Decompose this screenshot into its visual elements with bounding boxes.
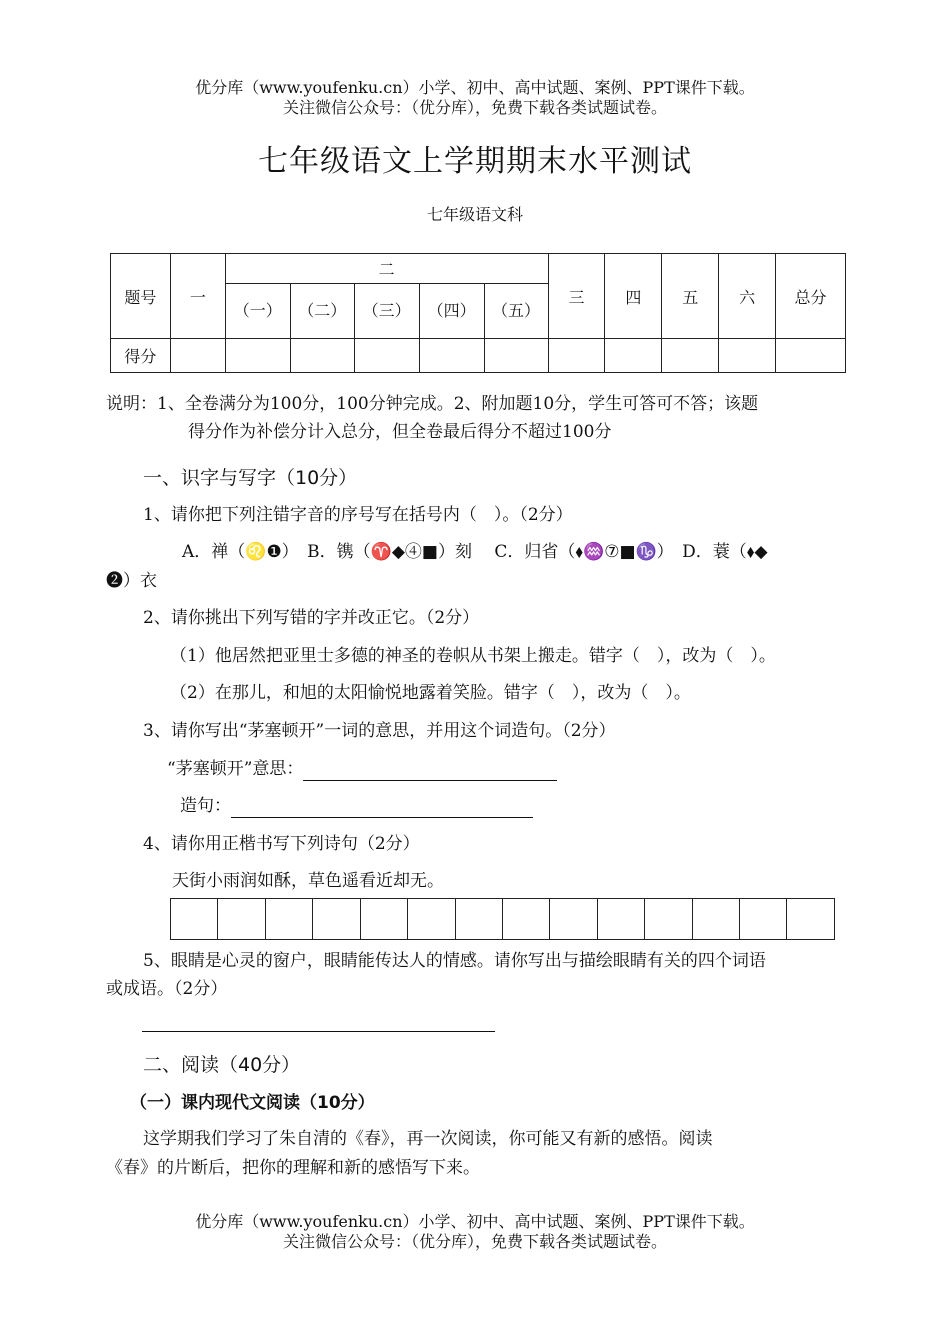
score-header-col1: 一 (170, 254, 225, 339)
writing-grid (170, 898, 835, 940)
q1-text: 1、请你把下列注错字音的序号写在括号内（ ）。（2分） (143, 505, 573, 525)
writing-grid-cell[interactable] (171, 899, 218, 939)
writing-grid-cell[interactable] (266, 899, 313, 939)
writing-grid-cell[interactable] (645, 899, 692, 939)
score-table (110, 253, 846, 373)
q3-sentence-row (180, 794, 533, 818)
instructions-line-1: 说明：1、全卷满分为100分，100分钟完成。2、附加题10分，学生可答可不答；该题 (106, 394, 759, 414)
writing-grid-cell[interactable] (598, 899, 645, 939)
writing-grid-cell[interactable] (218, 899, 265, 939)
writing-grid-cell[interactable] (740, 899, 787, 939)
score-cell[interactable] (605, 339, 662, 373)
score-header-col3: 三 (548, 254, 605, 339)
q2-text: 2、请你挑出下列写错的字并改正它。（2分） (143, 608, 480, 628)
q5-line-2: 或成语。（2分） (106, 979, 228, 999)
q1-options-cont: ❷）衣 (106, 571, 157, 591)
writing-grid-cell[interactable] (550, 899, 597, 939)
section2-heading: 二、阅读（40分） (143, 1054, 301, 1076)
writing-grid-cell[interactable] (408, 899, 455, 939)
score-cell[interactable] (719, 339, 776, 373)
writing-grid-cell[interactable] (503, 899, 550, 939)
header-line-2: 关注微信公众号：（优分库），免费下载各类试题试卷。 (282, 98, 667, 117)
q1-options: A．禅（♌❶） B．镌（♈◆④■）刻 C．归省（⬧♒⑦■♑） D．蓑（⬧◆ (182, 542, 768, 562)
q3-text: 3、请你写出“茅塞顿开”一词的意思，并用这个词造句。（2分） (143, 721, 616, 741)
score-header-sub3: （三） (354, 284, 419, 339)
q3-meaning-label: “茅塞顿开”意思： (167, 759, 304, 779)
score-cell[interactable] (170, 339, 225, 373)
score-cell[interactable] (419, 339, 484, 373)
score-header-sub2: （二） (290, 284, 354, 339)
writing-grid-cell[interactable] (313, 899, 360, 939)
q4-poem: 天街小雨润如酥，草色遥看近却无。 (172, 871, 444, 891)
page-subtitle: 七年级语文科 (426, 205, 523, 224)
score-cell[interactable] (484, 339, 548, 373)
score-cell[interactable] (776, 339, 846, 373)
writing-grid-cell[interactable] (693, 899, 740, 939)
q5-line-1: 5、眼睛是心灵的窗户，眼睛能传达人的情感。请你写出与描绘眼睛有关的四个词语 (143, 951, 766, 971)
q3-sentence-blank[interactable] (231, 799, 533, 818)
q4-text: 4、请你用正楷书写下列诗句（2分） (143, 834, 420, 854)
q2-item-1: （1）他居然把亚里士多德的神圣的卷帜从书架上搬走。错字（ ），改为（ ）。 (170, 646, 776, 666)
score-header-col5: 五 (662, 254, 719, 339)
score-header-total: 总分 (776, 254, 846, 339)
q5-answer-line[interactable] (142, 1031, 495, 1032)
page-title: 七年级语文上学期期末水平测试 (258, 144, 692, 179)
header-line-1: 优分库（www.youfenku.cn）小学、初中、高中试题、案例、PPT课件下载。 (195, 78, 755, 97)
footer-line-1: 优分库（www.youfenku.cn）小学、初中、高中试题、案例、PPT课件下载。 (195, 1212, 755, 1231)
section1-heading: 一、识字与写字（10分） (143, 467, 358, 489)
writing-grid-cell[interactable] (787, 899, 833, 939)
q3-meaning-row (167, 757, 557, 781)
score-row-label: 得分 (111, 339, 171, 373)
q3-sentence-label: 造句： (180, 796, 231, 816)
score-cell[interactable] (548, 339, 605, 373)
writing-grid-cell[interactable] (456, 899, 503, 939)
score-cell[interactable] (662, 339, 719, 373)
score-cell[interactable] (354, 339, 419, 373)
q3-meaning-blank[interactable] (303, 762, 557, 781)
q2-item-2: （2）在那儿，和旭的太阳愉悦地露着笑脸。错字（ ），改为（ ）。 (170, 683, 691, 703)
instructions-line-2: 得分作为补偿分计入总分，但全卷最后得分不超过100分 (188, 422, 612, 442)
score-header-sub5: （五） (484, 284, 548, 339)
score-header-label: 题号 (111, 254, 171, 339)
footer-line-2: 关注微信公众号：（优分库），免费下载各类试题试卷。 (282, 1232, 667, 1251)
score-header-col2: 二 (225, 254, 548, 284)
score-header-sub1: （一） (225, 284, 290, 339)
reading-para-line-1: 这学期我们学习了朱自清的《春》，再一次阅读，你可能又有新的感悟。阅读 (143, 1129, 713, 1149)
section2-sub1-heading: （一）课内现代文阅读（10分） (130, 1093, 375, 1113)
score-cell[interactable] (225, 339, 290, 373)
writing-grid-cell[interactable] (361, 899, 408, 939)
score-header-sub4: （四） (419, 284, 484, 339)
score-header-col6: 六 (719, 254, 776, 339)
reading-para-line-2: 《春》的片断后，把你的理解和新的感悟写下来。 (106, 1158, 480, 1178)
score-header-col4: 四 (605, 254, 662, 339)
score-cell[interactable] (290, 339, 354, 373)
